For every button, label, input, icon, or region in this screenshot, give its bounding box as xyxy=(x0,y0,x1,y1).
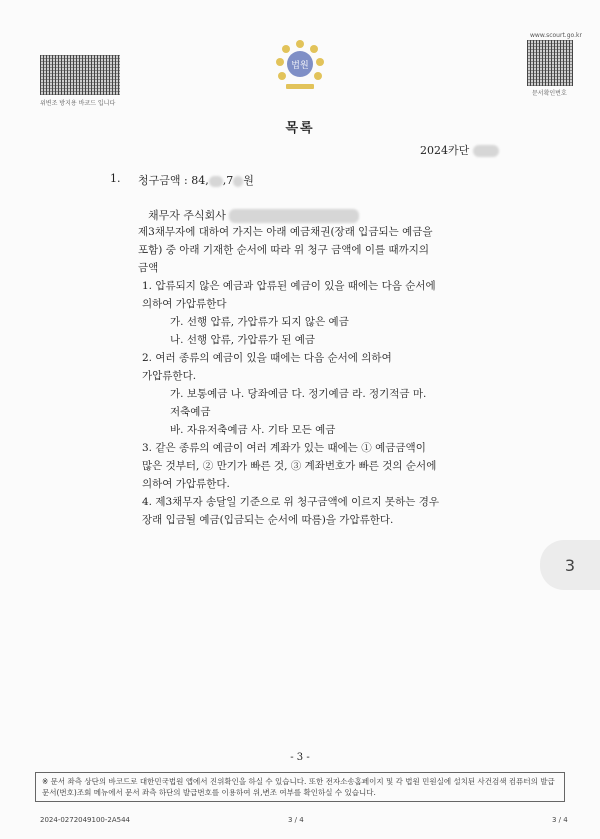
paragraph-line: 저축예금 xyxy=(170,406,211,418)
paragraph-line: 제3채무자에 대하여 가지는 아래 예금채권(장래 입금되는 예금을 xyxy=(138,226,433,238)
paragraph-line: 가. 보통예금 나. 당좌예금 다. 정기예금 라. 정기적금 마. xyxy=(170,388,427,400)
case-number-text: 2024카단 xyxy=(420,144,470,157)
claim-amount xyxy=(138,172,254,188)
paragraph-line: 2. 여러 종류의 예금이 있을 때에는 다음 순서에 의하여 xyxy=(142,352,392,364)
debtor-label: 채무자 주식회사 xyxy=(148,209,226,222)
issue-number: 2024-0272049100-2A544 xyxy=(40,816,131,824)
left-barcode-caption: 위변조 방지용 바코드 입니다 xyxy=(40,100,116,107)
right-barcode-caption: 문서확인번호 xyxy=(532,90,567,97)
paragraph-line: 의하여 가압류한다. xyxy=(142,478,230,490)
redacted-case-digits xyxy=(473,145,499,157)
redacted-amount-2 xyxy=(233,176,243,187)
paragraph-line: 1. 압류되지 않은 예금과 압류된 예금이 있을 때에는 다음 순서에 xyxy=(142,280,436,292)
paragraph-line: 장래 입금될 예금(입금되는 순서에 따름)을 가압류한다. xyxy=(142,514,394,526)
paragraph-line: 포함) 중 아래 기재한 순서에 따라 위 청구 금액에 이를 때까지의 xyxy=(138,244,430,256)
seal-text: 법원 xyxy=(291,61,309,71)
forgery-barcode-icon xyxy=(40,55,120,95)
qr-code-icon xyxy=(527,40,573,86)
paragraph-line: 3. 같은 종류의 예금이 여러 계좌가 있는 때에는 ① 예금금액이 xyxy=(142,442,426,454)
claim-unit: 원 xyxy=(243,174,254,187)
paragraph-line: 바. 자유저축예금 사. 기타 모든 예금 xyxy=(170,424,336,436)
item-number: 1. xyxy=(110,172,121,185)
page-counter-right: 3 / 4 xyxy=(552,816,568,824)
authenticity-notice: ※ 문서 좌측 상단의 바코드로 대한민국법원 앱에서 진위확인을 하실 수 있습니다. 또한 전자소송홈페이지 및 각 법원 민원실에 설치된 사건검색 컴퓨터의 발급문서(번호)조회 메뉴에서 문서 좌측 하단의 발급번호를 이용하여 위,변조 여부를 확인하실 수 있습니다. xyxy=(35,772,565,802)
case-number xyxy=(420,142,499,158)
seizure-conditions xyxy=(138,223,490,529)
paragraph-line: 많은 것부터, ② 만기가 빠른 것, ③ 계좌번호가 빠른 것의 순서에 xyxy=(142,460,437,472)
paragraph-line: 가압류한다. xyxy=(142,370,197,382)
page-counter-center: 3 / 4 xyxy=(288,816,304,824)
claim-mid: ,7 xyxy=(222,174,234,187)
paragraph-line: 가. 선행 압류, 가압류가 되지 않은 예금 xyxy=(170,316,349,328)
claim-label: 청구금액 : 84, xyxy=(138,174,209,187)
redacted-debtor-name xyxy=(229,209,359,223)
paragraph-line: 금액 xyxy=(138,262,159,274)
site-url: www.scourt.go.kr xyxy=(530,32,582,39)
debtor-line xyxy=(148,207,359,223)
document-title: 목록 xyxy=(285,121,315,136)
redacted-amount-1 xyxy=(209,176,223,187)
paragraph-line: 나. 선행 압류, 가압류가 된 예금 xyxy=(170,334,316,346)
viewer-page-badge[interactable]: 3 xyxy=(540,540,600,590)
page-marker: - 3 - xyxy=(290,752,310,763)
paragraph-line: 의하여 가압류한다 xyxy=(142,298,227,310)
court-seal-icon xyxy=(272,38,328,94)
paragraph-line: 4. 제3채무자 송달일 기준으로 위 청구금액에 이르지 못하는 경우 xyxy=(142,496,439,508)
